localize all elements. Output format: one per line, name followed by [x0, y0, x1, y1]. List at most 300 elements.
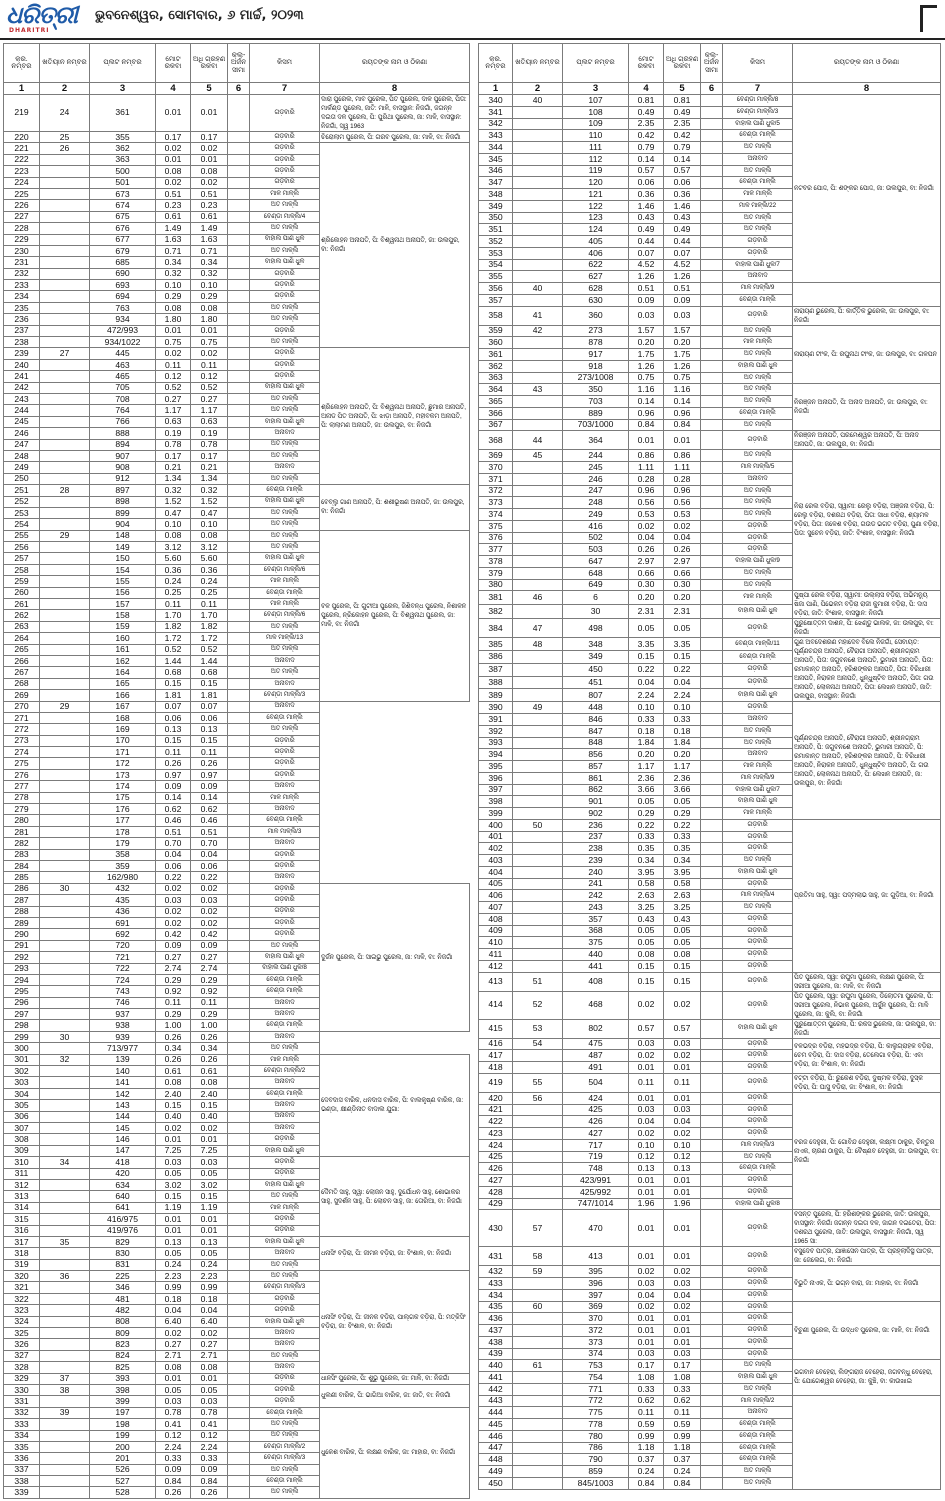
plot-cell: 780	[563, 1430, 629, 1442]
limit-cell	[228, 223, 250, 234]
serial-cell: 300	[4, 1043, 40, 1054]
acquired-area-cell: 1.49	[191, 223, 228, 234]
total-area-cell: 0.58	[629, 878, 664, 890]
serial-cell: 309	[4, 1145, 40, 1156]
owner-name-address: ବିଚୁଣୀ ପୁରେଲ, ପି: ଉଦ୍ଧବ ପୁରେଲ, ଜା: ମାଳି, ବା: ନିଜଗାଁ	[793, 1301, 941, 1360]
total-area-cell: 0.06	[629, 177, 664, 189]
plot-cell: 713/977	[90, 1043, 156, 1054]
kisam-cell: ମାଳ ମାଳ୍ଲି/3	[250, 826, 320, 837]
plot-cell: 917	[563, 349, 629, 361]
acquired-area-cell: 0.01	[191, 1134, 228, 1145]
limit-cell	[701, 142, 723, 154]
khatiyan-cell: 29	[40, 530, 90, 541]
plot-cell: 419/976	[90, 1225, 156, 1236]
plot-cell: 245	[563, 462, 629, 474]
acquired-area-cell: 0.27	[191, 393, 228, 404]
plot-cell: 350	[563, 384, 629, 396]
limit-cell	[701, 236, 723, 248]
serial-cell: 403	[479, 855, 513, 867]
kisam-cell: ବେଣ୍ଡା ମାଳ୍ଲି	[723, 294, 793, 306]
acquired-area-cell: 7.25	[191, 1145, 228, 1156]
serial-cell: 341	[479, 106, 513, 118]
acquired-area-cell: 0.12	[664, 1151, 701, 1163]
serial-cell: 290	[4, 929, 40, 940]
owner-name-address: ଚିରୋଲାମ ପୁରେଲ, ପି: ଗରବ ପୁରେଲ, ଜା: ମାଳି, ବା: ନିଜଗାଁ	[320, 132, 470, 143]
acquired-area-cell: 0.01	[191, 95, 228, 132]
serial-cell: 347	[479, 177, 513, 189]
limit-cell	[701, 1336, 723, 1348]
kisam-cell: ଗଡ଼ବାରି	[250, 325, 320, 336]
plot-cell: 772	[563, 1395, 629, 1407]
kisam-cell: ଗଡ଼ବାରି	[723, 676, 793, 689]
column-header: କିସମ	[250, 44, 320, 83]
serial-cell: 349	[479, 200, 513, 212]
limit-cell	[701, 1466, 723, 1478]
khatiyan-cell	[513, 165, 563, 177]
plot-cell: 362	[90, 143, 156, 154]
acquired-area-cell: 0.11	[191, 997, 228, 1008]
limit-cell	[228, 917, 250, 928]
serial-cell: 340	[479, 95, 513, 107]
kisam-cell: ଅତ ମାଳ୍ଲି	[723, 497, 793, 509]
total-area-cell: 2.24	[629, 689, 664, 702]
serial-cell: 235	[4, 302, 40, 313]
limit-cell	[701, 591, 723, 605]
plot-cell: 721	[90, 952, 156, 963]
plot-cell: 504	[563, 1073, 629, 1092]
limit-cell	[701, 283, 723, 295]
table-row	[4, 530, 470, 541]
table-body	[4, 95, 470, 1499]
acquired-area-cell: 0.05	[664, 925, 701, 937]
total-area-cell: 0.08	[156, 166, 191, 177]
khatiyan-cell: 57	[513, 1210, 563, 1247]
limit-cell	[228, 268, 250, 279]
plot-cell: 171	[90, 747, 156, 758]
acquired-area-cell: 0.04	[191, 1305, 228, 1316]
total-area-cell: 1.18	[629, 1442, 664, 1454]
acquired-area-cell: 0.03	[191, 1157, 228, 1168]
limit-cell	[228, 929, 250, 940]
khatiyan-cell: 61	[513, 1360, 563, 1372]
kisam-cell: ବାହାଲ ପାଣି ଧୁଳ	[250, 1145, 320, 1156]
plot-cell: 167	[90, 701, 156, 712]
plot-cell: 912	[90, 473, 156, 484]
total-area-cell: 0.36	[156, 564, 191, 575]
acquired-area-cell: 0.02	[664, 1266, 701, 1278]
total-area-cell: 0.29	[156, 1009, 191, 1020]
owner-name-address	[793, 1395, 941, 1489]
kisam-cell: ଗଡ଼ବାରି	[723, 663, 793, 676]
total-area-cell: 0.05	[629, 937, 664, 949]
owner-name-address: ବଟ୍ଟା ବଡ଼ିରା, ପି: ରୁକେଶ ବଡ଼ିରା, ଦୁଷ୍ମଳ ବଡ଼ିରା, ଦୁସ୍କ ବଡ଼ିରା, ପି: ଘାସୁ ବଡ଼ିରା, ଜା: ବିଂଶାଳ, ବା: ନିଜଗାଁ	[793, 1073, 941, 1092]
plot-cell: 346	[90, 1282, 156, 1293]
limit-cell	[228, 690, 250, 701]
total-area-cell: 2.36	[629, 772, 664, 784]
kisam-cell: ବାହାଲ ପାଣି ଧୁଳ/8	[723, 1198, 793, 1210]
serial-cell: 236	[4, 314, 40, 325]
kisam-cell: ଗଡ଼ବାରି	[723, 1266, 793, 1278]
total-area-cell: 0.01	[156, 1373, 191, 1384]
plot-cell: 690	[90, 268, 156, 279]
kisam-cell: ଅତ ମାଳ୍ଲି	[250, 1464, 320, 1475]
limit-cell	[228, 302, 250, 313]
acquired-area-cell: 0.07	[664, 247, 701, 259]
total-area-cell: 0.27	[156, 952, 191, 963]
table-row	[479, 638, 941, 651]
newspaper-logo: ଧରିତ୍ରୀ	[6, 0, 77, 29]
total-area-cell: 0.05	[629, 925, 664, 937]
khatiyan-cell	[40, 735, 90, 746]
total-area-cell: 0.15	[629, 972, 664, 991]
limit-cell	[701, 485, 723, 497]
kisam-cell: ବାହାଲ ପାଣି ଧୁଳ	[250, 1316, 320, 1327]
total-area-cell: 0.13	[629, 1163, 664, 1175]
serial-cell: 434	[479, 1289, 513, 1301]
plot-cell: 786	[563, 1442, 629, 1454]
acquired-area-cell: 5.60	[191, 553, 228, 564]
khatiyan-cell	[513, 1104, 563, 1116]
limit-cell	[701, 1407, 723, 1419]
kisam-cell: ମାଳ ମାଳ୍ଲି	[723, 808, 793, 820]
acquired-area-cell: 0.23	[191, 200, 228, 211]
serial-cell: 346	[479, 165, 513, 177]
acquired-area-cell: 1.08	[664, 1372, 701, 1384]
table-row	[4, 143, 470, 154]
khatiyan-cell	[513, 1430, 563, 1442]
acquired-area-cell: 0.17	[191, 132, 228, 143]
limit-cell	[228, 872, 250, 883]
total-area-cell: 0.29	[156, 291, 191, 302]
acquired-area-cell: 1.84	[664, 737, 701, 749]
serial-cell: 317	[4, 1236, 40, 1247]
acquired-area-cell: 0.29	[191, 974, 228, 985]
plot-cell: 240	[563, 866, 629, 878]
acquired-area-cell: 0.28	[664, 473, 701, 485]
limit-cell	[228, 564, 250, 575]
total-area-cell: 0.96	[629, 485, 664, 497]
kisam-cell: ଅତ ମାଳ୍ଲି	[723, 1151, 793, 1163]
acquired-area-cell: 0.06	[664, 177, 701, 189]
table-row	[4, 815, 470, 826]
total-area-cell: 1.75	[629, 349, 664, 361]
kisam-cell: ଅତ ମାଳ୍ଲି	[250, 530, 320, 541]
acquired-area-cell: 0.01	[191, 325, 228, 336]
total-area-cell: 0.86	[629, 450, 664, 462]
column-number: 8	[793, 83, 941, 95]
serial-cell: 443	[479, 1395, 513, 1407]
serial-cell: 334	[4, 1430, 40, 1441]
plot-cell: 397	[563, 1289, 629, 1301]
acquired-area-cell: 0.17	[191, 450, 228, 461]
plot-cell: 934/1022	[90, 337, 156, 348]
acquired-area-cell: 1.00	[191, 1020, 228, 1031]
plot-cell: 825	[90, 1362, 156, 1373]
total-area-cell: 0.18	[629, 725, 664, 737]
serial-cell: 407	[479, 902, 513, 914]
limit-cell	[228, 1031, 250, 1042]
kisam-cell: ଗଡ଼ବାରି	[250, 1214, 320, 1225]
kisam-cell: ଅନାବାଦ	[250, 838, 320, 849]
limit-cell	[228, 621, 250, 632]
plot-cell: 500	[90, 166, 156, 177]
plot-cell: 468	[563, 991, 629, 1019]
serial-cell: 352	[479, 236, 513, 248]
acquired-area-cell: 0.96	[664, 407, 701, 419]
khatiyan-cell	[40, 462, 90, 473]
kisam-cell: ଅନାବାଦ	[250, 1328, 320, 1339]
limit-cell	[701, 1442, 723, 1454]
total-area-cell: 0.62	[156, 804, 191, 815]
serial-cell: 431	[479, 1247, 513, 1266]
total-area-cell: 0.92	[156, 986, 191, 997]
plot-cell: 778	[563, 1419, 629, 1431]
limit-cell	[228, 1009, 250, 1020]
khatiyan-cell	[40, 553, 90, 564]
acquired-area-cell: 0.11	[664, 1407, 701, 1419]
limit-cell	[701, 819, 723, 831]
total-area-cell: 0.02	[156, 177, 191, 188]
total-area-cell: 1.52	[156, 496, 191, 507]
serial-cell: 296	[4, 997, 40, 1008]
khatiyan-cell: 26	[40, 143, 90, 154]
plot-cell: 375	[563, 937, 629, 949]
total-area-cell: 3.02	[156, 1179, 191, 1190]
total-area-cell: 0.57	[629, 1019, 664, 1038]
khatiyan-cell: 24	[40, 95, 90, 132]
serial-cell: 333	[4, 1419, 40, 1430]
table-row	[479, 972, 941, 991]
column-number: 5	[664, 83, 701, 95]
acquired-area-cell: 0.02	[191, 177, 228, 188]
plot-cell: 829	[90, 1236, 156, 1247]
acquired-area-cell: 0.05	[664, 796, 701, 808]
plot-cell: 766	[90, 416, 156, 427]
khatiyan-cell: 39	[40, 1407, 90, 1418]
serial-cell: 258	[4, 564, 40, 575]
kisam-cell: ବେଣ୍ଡା ମାଳ୍ଲି	[250, 815, 320, 826]
kisam-cell: ଗଡ଼ବାରି	[723, 431, 793, 450]
acquired-area-cell: 0.59	[664, 1419, 701, 1431]
khatiyan-cell	[513, 831, 563, 843]
plot-cell: 143	[90, 1100, 156, 1111]
limit-cell	[701, 224, 723, 236]
kisam-cell: ବେଣ୍ଡା ମାଳ୍ଲି/6	[250, 564, 320, 575]
acquired-area-cell: 0.02	[664, 520, 701, 532]
khatiyan-cell	[40, 712, 90, 723]
khatiyan-cell	[40, 963, 90, 974]
plot-cell: 717	[563, 1139, 629, 1151]
limit-cell	[228, 188, 250, 199]
limit-cell	[228, 1225, 250, 1236]
khatiyan-cell	[513, 294, 563, 306]
kisam-cell: ଅତ ମାଳ୍ଲି	[723, 450, 793, 462]
owner-name-address: ବସୁଦେବ ପାତ୍ର, ଯାଜ୍ଞାସେନ ପାତ୍ର, ପି: ପ୍ରହ୍ଲାଦିସ୍ଥ ପାତ୍ର, ଜା: ଜେଲେଗ, ବା: ନିଜଗାଁ	[793, 1247, 941, 1266]
table-row	[4, 1043, 470, 1054]
khatiyan-cell	[513, 808, 563, 820]
acquired-area-cell: 1.57	[664, 325, 701, 337]
acquired-area-cell: 0.01	[664, 431, 701, 450]
limit-cell	[228, 815, 250, 826]
acquired-area-cell: 0.02	[664, 1128, 701, 1140]
plot-cell: 857	[563, 761, 629, 773]
limit-cell	[701, 509, 723, 521]
acquired-area-cell: 3.35	[664, 638, 701, 651]
kisam-cell: ବେଣ୍ଡା ମାଳ୍ଲି	[250, 1407, 320, 1418]
khatiyan-cell	[40, 1168, 90, 1179]
acquired-area-cell: 1.11	[664, 462, 701, 474]
limit-cell	[228, 758, 250, 769]
plot-cell: 198	[90, 1419, 156, 1430]
serial-cell: 239	[4, 348, 40, 359]
kisam-cell: ବାହାଲ ପାଣି ଧୁଳ	[723, 866, 793, 878]
khatiyan-cell: 45	[513, 450, 563, 462]
kisam-cell: ବେଣ୍ଡା ମାଳ୍ଲି	[723, 1442, 793, 1454]
plot-cell: 424	[563, 1092, 629, 1104]
total-area-cell: 0.18	[156, 1293, 191, 1304]
acquired-area-cell: 0.52	[191, 382, 228, 393]
limit-cell	[228, 405, 250, 416]
plot-cell: 501	[90, 177, 156, 188]
total-area-cell: 0.04	[629, 676, 664, 689]
khatiyan-cell	[513, 1289, 563, 1301]
limit-cell	[701, 1062, 723, 1074]
serial-cell: 288	[4, 906, 40, 917]
limit-cell	[228, 1248, 250, 1259]
plot-cell: 123	[563, 212, 629, 224]
serial-cell: 284	[4, 861, 40, 872]
plot-cell: 121	[563, 189, 629, 201]
plot-cell: 720	[90, 940, 156, 951]
serial-cell: 395	[479, 761, 513, 773]
khatiyan-cell	[513, 1151, 563, 1163]
plot-cell: 248	[563, 497, 629, 509]
limit-cell	[228, 576, 250, 587]
total-area-cell: 1.46	[629, 200, 664, 212]
serial-cell: 263	[4, 621, 40, 632]
khatiyan-cell	[40, 1100, 90, 1111]
kisam-cell: ବେଣ୍ଡା ମାଳ୍ଲି	[250, 712, 320, 723]
acquired-area-cell: 0.04	[664, 532, 701, 544]
plot-cell: 199	[90, 1430, 156, 1441]
total-area-cell: 2.31	[629, 605, 664, 619]
limit-cell	[228, 1134, 250, 1145]
kisam-cell: ଅତ ମାଳ୍ଲି	[723, 142, 793, 154]
kisam-cell: ବାହାଲ ପାଣି ଧୁଳ	[250, 382, 320, 393]
khatiyan-cell: 28	[40, 485, 90, 496]
total-area-cell: 1.44	[156, 655, 191, 666]
limit-cell	[701, 676, 723, 689]
kisam-cell: ଅନାବାଦ	[250, 655, 320, 666]
limit-cell	[701, 473, 723, 485]
acquired-area-cell: 1.52	[191, 496, 228, 507]
serial-cell: 385	[479, 638, 513, 651]
plot-cell: 746	[90, 997, 156, 1008]
serial-cell: 354	[479, 259, 513, 271]
limit-cell	[701, 1186, 723, 1198]
limit-cell	[701, 1019, 723, 1038]
serial-cell: 328	[4, 1362, 40, 1373]
kisam-cell: ବେଣ୍ଡା ମାଳ୍ଲି	[250, 1020, 320, 1031]
total-area-cell: 1.81	[156, 690, 191, 701]
acquired-area-cell: 0.37	[664, 1454, 701, 1466]
total-area-cell: 0.04	[156, 849, 191, 860]
limit-cell	[701, 702, 723, 714]
limit-cell	[701, 247, 723, 259]
serial-cell: 313	[4, 1191, 40, 1202]
serial-cell: 372	[479, 485, 513, 497]
table-row	[4, 872, 470, 883]
plot-cell: 743	[90, 986, 156, 997]
khatiyan-cell	[513, 651, 563, 664]
column-header: ଖତିୟାନ ନମ୍ବର	[513, 44, 563, 83]
serial-cell: 348	[479, 189, 513, 201]
acquired-area-cell: 0.09	[191, 940, 228, 951]
total-area-cell: 0.14	[629, 153, 664, 165]
kisam-cell: ଅତ ମାଳ୍ଲି	[250, 542, 320, 553]
total-area-cell: 0.02	[629, 991, 664, 1019]
plot-cell: 418	[90, 1157, 156, 1168]
owner-name-address: ଶ୍ରିକୋହନ ଅନାପତି, ପି: ବିଶ୍ୱନାଥ ଅନାପତି, ଛୁମାର ଅନାପତି, ଅନାଡ ପିତ ଅନାପତି, ପି: ଝାଡ଼ା ଅନାପତି, ମହୀବକମ ଅନାପତି, ପି: ଲାଲାମଣ ଅନାପତି, ଜା: ଉଲପୁର, ବା: ନିଜଗାଁ	[320, 348, 470, 485]
plot-cell: 416	[563, 520, 629, 532]
acquired-area-cell: 1.70	[191, 610, 228, 621]
kisam-cell: ବାହାଲ ପାଣି ଧୁଳ	[723, 360, 793, 372]
acquired-area-cell: 0.34	[664, 855, 701, 867]
khatiyan-cell	[513, 337, 563, 349]
plot-cell: 177	[90, 815, 156, 826]
acquired-area-cell: 0.08	[191, 1077, 228, 1088]
owner-name-address: ପୁରୁଷୋତ୍ତମ ଦାଶନ, ପି: ଝେଣ୍ଡୁ ଭାଲକ, ଜା: ଉଲପୁର, ବା: ନିଜଗାଁ	[793, 619, 941, 638]
kisam-cell: ଅନାବାଦ	[250, 428, 320, 439]
plot-cell: 393	[90, 1373, 156, 1384]
kisam-cell: ଅତ ମାଳ୍ଲି	[250, 393, 320, 404]
total-area-cell: 3.95	[629, 866, 664, 878]
acquired-area-cell: 0.02	[664, 1301, 701, 1313]
serial-cell: 418	[479, 1062, 513, 1074]
total-area-cell: 0.56	[629, 497, 664, 509]
kisam-cell: ଅତ ମାଳ୍ଲି	[250, 405, 320, 416]
khatiyan-cell	[513, 737, 563, 749]
acquired-area-cell: 0.04	[191, 849, 228, 860]
plot-cell: 764	[90, 405, 156, 416]
left-land-schedule-table	[3, 43, 470, 1499]
serial-cell: 286	[4, 883, 40, 894]
kisam-cell: ଅତ ମାଳ୍ଲି	[723, 725, 793, 737]
khatiyan-cell	[513, 189, 563, 201]
total-area-cell: 0.17	[156, 450, 191, 461]
kisam-cell: ଗଡ଼ବାରି	[723, 1336, 793, 1348]
total-area-cell: 0.81	[629, 95, 664, 107]
acquired-area-cell: 0.30	[664, 579, 701, 591]
plot-cell: 238	[563, 843, 629, 855]
kisam-cell: ମାଳ ମାଳ୍ଲି/3	[723, 1139, 793, 1151]
total-area-cell: 0.15	[156, 735, 191, 746]
total-area-cell: 0.01	[629, 1325, 664, 1337]
limit-cell	[228, 1328, 250, 1339]
khatiyan-cell	[513, 153, 563, 165]
total-area-cell: 0.01	[156, 325, 191, 336]
plot-cell: 904	[90, 519, 156, 530]
khatiyan-cell	[40, 291, 90, 302]
table-row	[4, 804, 470, 815]
acquired-area-cell: 0.10	[191, 280, 228, 291]
serial-cell: 368	[479, 431, 513, 450]
serial-cell: 270	[4, 701, 40, 712]
total-area-cell: 0.08	[156, 302, 191, 313]
kisam-cell: ବେଣ୍ଡା ମାଳ୍ଲି/3	[250, 1282, 320, 1293]
khatiyan-cell	[40, 986, 90, 997]
acquired-area-cell: 0.01	[664, 1336, 701, 1348]
